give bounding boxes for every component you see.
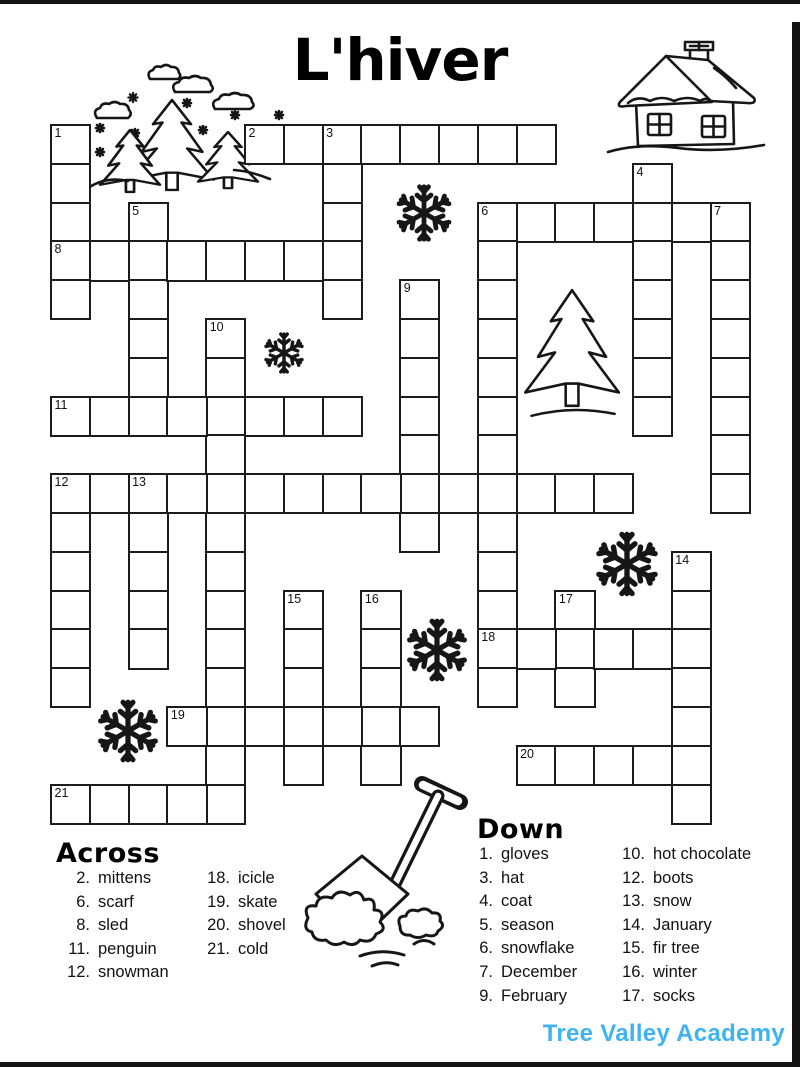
down-clues-column-1 [468,843,577,1008]
clue-number: 21. [207,939,230,958]
grid-cell[interactable] [50,240,91,281]
grid-cell[interactable] [554,628,595,669]
grid-cell[interactable] [360,667,401,708]
cell-number: 12 [54,475,69,490]
grid-cell[interactable] [128,590,169,631]
grid-cell[interactable] [166,396,207,437]
grid-cell[interactable] [671,667,712,708]
grid-cell[interactable] [399,512,440,553]
clue-text: February [501,986,568,1005]
grid-cell[interactable] [205,551,246,592]
page-edge-right [792,22,800,1067]
grid-cell[interactable] [516,124,557,165]
grid-cell[interactable] [283,396,324,437]
clue-item [468,961,577,985]
grid-cell[interactable] [360,590,401,631]
snowflake-icon [386,181,462,245]
grid-cell[interactable] [166,706,207,747]
grid-cell[interactable] [477,240,518,281]
clue-text: sled [98,916,129,935]
grid-cell[interactable] [322,706,363,747]
grid-cell[interactable] [244,396,285,437]
clue-item [60,891,169,915]
clue-number: 12. [622,868,645,887]
grid-cell[interactable] [593,628,634,669]
grid-cell[interactable] [50,551,91,592]
grid-cell[interactable] [516,745,557,786]
clue-number: 4. [479,892,493,911]
grid-cell[interactable] [477,667,518,708]
down-clues-column-2 [614,843,751,1008]
grid-cell[interactable] [477,202,518,243]
grid-cell[interactable] [128,318,169,359]
grid-cell[interactable] [322,240,363,281]
snowflake-icon [92,696,164,766]
grid-cell[interactable] [710,357,751,398]
clue-number: 9. [479,986,493,1005]
grid-cell[interactable] [50,202,91,243]
grid-cell[interactable] [399,279,440,320]
grid-cell[interactable] [477,396,518,437]
grid-cell[interactable] [322,473,363,514]
grid-cell[interactable] [671,784,712,825]
grid-cell[interactable] [438,473,479,514]
grid-cell[interactable] [399,706,440,747]
grid-cell[interactable] [554,473,595,514]
grid-cell[interactable] [554,202,595,243]
grid-cell[interactable] [399,434,440,475]
grid-cell[interactable] [477,551,518,592]
grid-cell[interactable] [205,628,246,669]
grid-cell[interactable] [89,396,130,437]
cell-number: 10 [209,320,224,334]
grid-cell[interactable] [205,512,246,553]
grid-cell[interactable] [516,202,557,243]
grid-cell[interactable] [128,240,169,281]
grid-cell[interactable] [360,745,401,786]
grid-cell[interactable] [477,318,518,359]
grid-cell[interactable] [477,279,518,320]
cell-number: 5 [132,203,140,218]
grid-cell[interactable] [477,628,518,669]
grid-cell[interactable] [128,628,169,669]
grid-cell[interactable] [89,240,130,281]
grid-cell[interactable] [205,590,246,631]
grid-cell[interactable] [710,473,751,514]
clue-item [468,843,577,867]
grid-cell[interactable] [360,706,401,747]
clue-number: 18. [207,869,230,887]
grid-cell[interactable] [50,628,91,669]
grid-cell[interactable] [554,745,595,786]
grid-cell[interactable] [671,551,712,592]
grid-cell[interactable] [128,357,169,398]
clue-text: cold [238,939,269,958]
grid-cell[interactable] [360,628,401,669]
grid-cell[interactable] [244,240,285,281]
grid-cell[interactable] [399,357,440,398]
grid-cell[interactable] [593,202,634,243]
cell-number: 7 [714,203,722,218]
grid-cell[interactable] [360,124,401,165]
clue-text: icicle [238,869,275,887]
clue-item [197,914,286,938]
clue-number: 1. [479,845,493,863]
grid-cell[interactable] [283,124,324,165]
clue-text: season [501,915,555,934]
grid-cell[interactable] [399,473,440,514]
grid-cell[interactable] [632,396,673,437]
grid-cell[interactable] [89,473,130,514]
grid-cell[interactable] [283,590,324,631]
snowflake-icon [590,528,664,600]
clue-number: 13. [622,892,645,911]
clue-item [468,867,577,891]
grid-cell[interactable] [632,628,673,669]
cell-number: 18 [481,630,496,645]
cell-number: 2 [248,126,256,140]
clue-item [614,890,751,914]
grid-cell[interactable] [128,202,169,243]
clue-item [60,867,169,891]
grid-cell[interactable] [322,279,363,320]
grid-cell[interactable] [50,396,91,437]
grid-cell[interactable] [671,706,712,747]
grid-cell[interactable] [283,628,324,669]
grid-cell[interactable] [671,202,712,243]
grid-cell[interactable] [438,124,479,165]
clue-text: January [653,915,712,934]
cell-number: 13 [132,475,146,490]
clue-number: 5. [479,915,493,934]
clue-item [614,961,751,985]
grid-cell[interactable] [283,706,324,747]
grid-cell[interactable] [632,745,673,786]
grid-cell[interactable] [128,396,169,437]
grid-cell[interactable] [50,784,91,825]
cell-number: 1 [54,126,62,140]
grid-cell[interactable] [128,551,169,592]
clue-text: winter [653,962,698,981]
cell-number: 6 [481,203,489,218]
clue-number: 12. [67,963,90,982]
snowflake-icon [402,614,472,686]
cell-number: 16 [364,591,379,606]
grid-cell[interactable] [50,590,91,631]
grid-cell[interactable] [671,745,712,786]
clue-text: fir tree [653,939,700,958]
clue-item [60,938,169,962]
grid-cell[interactable] [632,163,673,204]
clue-number: 14. [622,915,645,934]
grid-cell[interactable] [205,318,246,359]
cell-number: 20 [520,746,534,761]
grid-cell[interactable] [322,202,363,243]
cell-number: 3 [326,126,334,140]
cell-number: 17 [558,591,573,606]
grid-cell[interactable] [283,473,324,514]
clue-item [468,890,577,914]
grid-cell[interactable] [399,318,440,359]
grid-cell[interactable] [477,357,518,398]
grid-cell[interactable] [50,124,91,165]
grid-cell[interactable] [710,240,751,281]
cell-number: 14 [675,552,690,567]
grid-cell[interactable] [128,784,169,825]
clue-item [60,914,169,938]
grid-cell[interactable] [554,590,595,631]
clue-text: December [501,962,578,981]
grid-cell[interactable] [399,124,440,165]
grid-cell[interactable] [477,434,518,475]
clue-text: penguin [98,939,157,958]
clue-text: socks [653,986,696,1005]
clue-number: 17. [622,986,645,1005]
grid-cell[interactable] [283,240,324,281]
grid-cell[interactable] [166,784,207,825]
down-heading: Down [477,814,565,845]
grid-cell[interactable] [283,745,324,786]
grid-cell[interactable] [322,396,363,437]
clue-item [468,985,577,1009]
cell-number: 11 [54,397,68,412]
clue-text: hot chocolate [653,845,752,863]
clue-number: 2. [76,869,90,887]
grid-cell[interactable] [205,667,246,708]
cell-number: 19 [170,708,185,722]
grid-cell[interactable] [205,434,246,475]
clue-text: coat [501,892,533,911]
clue-item [614,937,751,961]
clue-item [60,961,169,985]
grid-cell[interactable] [50,667,91,708]
clue-text: skate [238,892,278,911]
cell-number: 21 [54,785,69,800]
grid-cell[interactable] [710,396,751,437]
grid-cell[interactable] [322,163,363,204]
grid-cell[interactable] [593,473,634,514]
clue-text: hat [501,868,524,887]
across-clues-column-2 [197,867,286,961]
clue-item [197,938,286,962]
clue-number: 3. [479,868,493,887]
grid-cell[interactable] [89,784,130,825]
grid-cell[interactable] [244,124,285,165]
grid-cell[interactable] [477,590,518,631]
clue-text: gloves [501,845,549,863]
clue-text: mittens [98,869,152,887]
grid-cell[interactable] [205,784,246,825]
clue-number: 19. [207,892,230,911]
grid-cell[interactable] [322,124,363,165]
grid-cell[interactable] [128,512,169,553]
clue-item [197,891,286,915]
clue-item [468,937,577,961]
clue-number: 20. [207,916,230,935]
grid-cell[interactable] [632,318,673,359]
snowy-pines-illustration [88,48,288,198]
snowy-house-illustration [606,40,766,158]
grid-cell[interactable] [244,473,285,514]
clue-item [614,985,751,1009]
grid-cell[interactable] [516,628,557,669]
grid-cell[interactable] [205,473,246,514]
grid-cell[interactable] [205,396,246,437]
grid-cell[interactable] [477,473,518,514]
grid-cell[interactable] [50,279,91,320]
grid-cell[interactable] [50,473,91,514]
clue-text: snow [653,892,692,911]
grid-cell[interactable] [710,318,751,359]
grid-cell[interactable] [516,473,557,514]
grid-cell[interactable] [632,357,673,398]
clue-text: snowflake [501,939,575,958]
page-edge-bottom [0,1062,800,1067]
grid-cell[interactable] [128,473,169,514]
grid-cell[interactable] [205,706,246,747]
grid-cell[interactable] [710,434,751,475]
clue-text: shovel [238,916,286,935]
snowflake-icon [260,330,308,376]
clue-number: 6. [479,939,493,958]
watermark: Tree Valley Academy [542,1020,785,1047]
fir-tree-illustration [516,280,632,426]
cell-number: 8 [54,242,62,257]
grid-cell[interactable] [205,240,246,281]
grid-cell[interactable] [166,473,207,514]
grid-cell[interactable] [671,628,712,669]
grid-cell[interactable] [360,473,401,514]
grid-cell[interactable] [632,279,673,320]
page-edge-top [0,0,800,4]
grid-cell[interactable] [205,357,246,398]
clue-number: 11. [68,939,90,958]
grid-cell[interactable] [244,706,285,747]
grid-cell[interactable] [128,279,169,320]
grid-cell[interactable] [205,745,246,786]
page-title: L'hiver [292,26,508,94]
grid-cell[interactable] [477,512,518,553]
grid-cell[interactable] [710,202,751,243]
grid-cell[interactable] [632,202,673,243]
grid-cell[interactable] [283,667,324,708]
cell-number: 4 [636,164,644,179]
shovel-illustration [302,768,472,978]
clue-text: boots [653,868,694,887]
clue-number: 15. [622,939,645,958]
grid-cell[interactable] [593,745,634,786]
clue-number: 6. [76,892,90,911]
grid-cell[interactable] [632,240,673,281]
cell-number: 15 [287,591,302,606]
grid-cell[interactable] [50,512,91,553]
grid-cell[interactable] [399,396,440,437]
clue-item [614,867,751,891]
clue-text: snowman [98,963,169,982]
grid-cell[interactable] [671,590,712,631]
clue-item [614,843,751,867]
clue-number: 10. [622,845,645,863]
grid-cell[interactable] [50,163,91,204]
grid-cell[interactable] [477,124,518,165]
clue-item [197,867,286,891]
clue-item [468,914,577,938]
clue-number: 8. [76,916,90,935]
across-heading: Across [56,838,160,869]
across-clues-column-1 [60,867,169,985]
clue-text: scarf [98,892,134,911]
cell-number: 9 [403,281,411,296]
clue-number: 7. [479,962,493,981]
clue-item [614,914,751,938]
grid-cell[interactable] [166,240,207,281]
grid-cell[interactable] [710,279,751,320]
clue-number: 16. [622,962,645,981]
grid-cell[interactable] [554,667,595,708]
